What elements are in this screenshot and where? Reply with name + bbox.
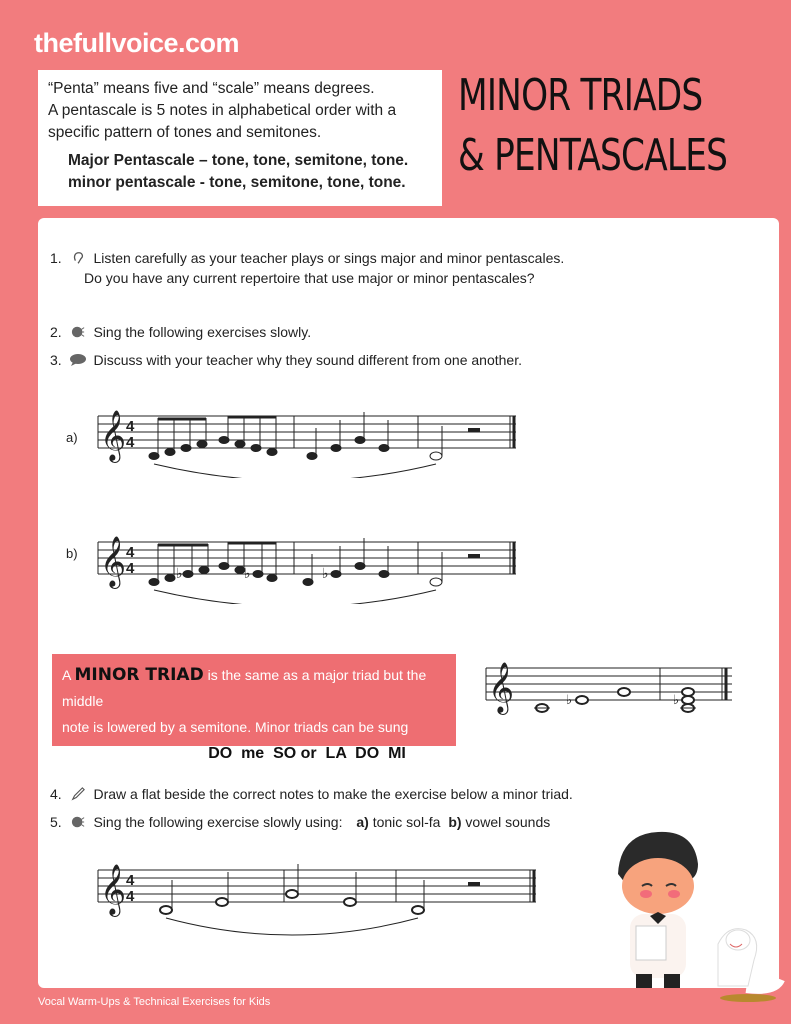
step-3: 3. Discuss with your teacher why they sound different from one another. <box>50 352 522 368</box>
step-2-text: Sing the following exercises slowly. <box>93 324 312 340</box>
major-pentascale-rule: Major Pentascale – tone, tone, semitone, tone. <box>68 152 409 169</box>
step-1-question: Do you have any current repertoire that use major or minor pentascales? <box>84 270 535 286</box>
minor-triad-callout <box>52 654 456 762</box>
exercise-b-staff <box>58 524 528 604</box>
treble-clef-icon: 𝄞 <box>100 410 127 461</box>
step-4-text: Draw a flat beside the correct notes to make the exercise below a minor triad. <box>93 786 573 802</box>
intro-line-2: A pentascale is 5 notes in alphabetical order with a <box>48 102 397 119</box>
minor-pentascale-rule: minor pentascale - tone, semitone, tone, tone. <box>68 174 406 191</box>
exercise-a-staff <box>58 398 528 478</box>
singing-head-icon <box>70 815 86 829</box>
treble-clef-icon: 𝄞 <box>488 662 515 713</box>
exercise-a-label: a) <box>66 430 78 445</box>
title-line-2: & PENTASCALES <box>458 130 728 181</box>
exercise-5-staff <box>78 852 548 942</box>
callout-line-2: note is lowered by a semitone. Minor triads can be sung <box>62 719 409 735</box>
worksheet-card <box>38 218 779 988</box>
step-1: 1. Listen carefully as your teacher plays or sings major and minor pentascales. <box>50 250 565 266</box>
flat-icon: ♭ <box>322 566 329 582</box>
callout-line-3: using the tonic sol-fa: DO me SO or LA DO MI <box>62 745 406 762</box>
intro-line-1: “Penta” means five and “scale” means degrees. <box>48 80 375 97</box>
site-brand: thefullvoice.com <box>34 28 240 58</box>
minor-triad-staff <box>478 648 738 728</box>
step-4: 4. Draw a flat beside the correct notes to make the exercise below a minor triad. <box>50 786 573 802</box>
time-sig-top: 4 <box>126 418 135 435</box>
singer-cartoon <box>598 814 788 1004</box>
intro-box <box>38 70 442 206</box>
time-sig-bottom: 4 <box>126 888 135 905</box>
intro-line-3: specific pattern of tones and semitones. <box>48 124 322 141</box>
flat-icon: ♭ <box>673 693 680 708</box>
title-line-1: MINOR TRIADS <box>458 70 703 121</box>
exercise-b-label: b) <box>66 546 78 561</box>
singing-head-icon <box>70 325 86 339</box>
flat-icon: ♭ <box>244 566 251 582</box>
callout-line-1: A MINOR TRIAD is the same as a major triad but the middle <box>62 665 427 709</box>
step-5: 5. Sing the following exercise slowly using: a) tonic sol-fa b) vowel sounds <box>50 814 551 830</box>
solfa-syllables: DO me SO or LA DO MI <box>208 745 406 762</box>
treble-clef-icon: 𝄞 <box>100 864 127 915</box>
treble-clef-icon: 𝄞 <box>100 536 127 587</box>
flat-icon: ♭ <box>566 693 573 708</box>
pencil-icon <box>70 787 86 801</box>
step-3-text: Discuss with your teacher why they sound different from one another. <box>93 352 522 368</box>
footer: Vocal Warm-Ups & Technical Exercises for Kids <box>38 996 271 1008</box>
time-sig-top: 4 <box>126 544 135 561</box>
ear-icon <box>70 251 86 265</box>
step-5-text: Sing the following exercise slowly using: <box>93 814 343 830</box>
step-1-text: Listen carefully as your teacher plays or sings major and minor pentascales. <box>93 250 565 266</box>
time-sig-bottom: 4 <box>126 434 135 451</box>
time-sig-top: 4 <box>126 872 135 889</box>
speech-bubble-icon <box>70 353 86 367</box>
flat-icon: ♭ <box>176 566 183 582</box>
minor-triad-term: MINOR TRIAD <box>74 665 204 685</box>
time-sig-bottom: 4 <box>126 560 135 577</box>
page-title <box>458 66 728 186</box>
step-2: 2. Sing the following exercises slowly. <box>50 324 312 340</box>
